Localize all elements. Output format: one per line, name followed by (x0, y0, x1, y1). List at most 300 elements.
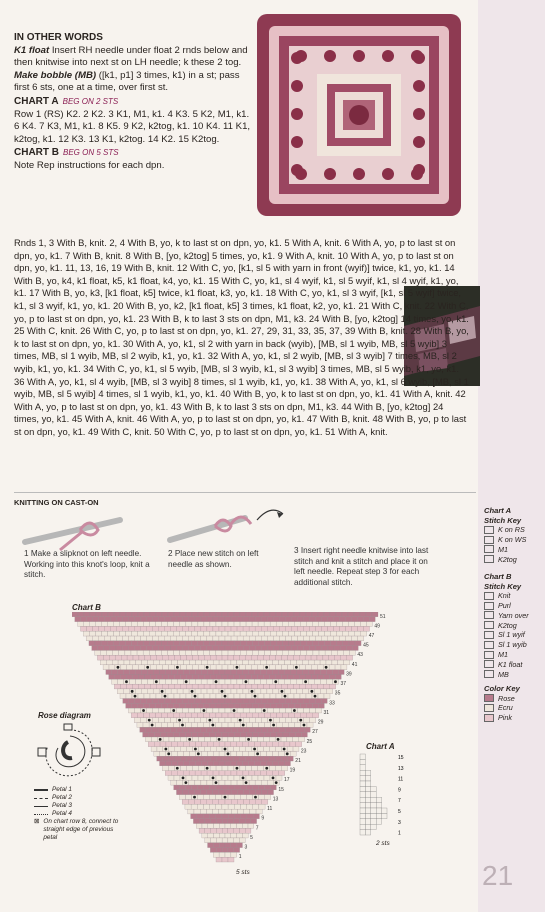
chart-b-note: Note Rep instructions for each dpn. (14, 159, 165, 171)
chart-b-cell (135, 708, 141, 713)
color-key-label: Ecru (498, 703, 513, 713)
chart-b-cell (307, 723, 313, 728)
chart-b-cell (343, 631, 349, 636)
chart-b-cell (92, 646, 98, 651)
chart-b-cell (102, 622, 108, 627)
chart-b-cell (268, 727, 274, 732)
chart-b-cell (341, 655, 347, 660)
chart-b-cell (240, 655, 246, 660)
chart-b-cell (275, 747, 281, 752)
chart-b-cell (246, 665, 252, 670)
chart-b-cell (117, 617, 123, 622)
chart-b-cell (120, 684, 126, 689)
chart-b-cell (156, 622, 162, 627)
chart-b-cell (276, 622, 282, 627)
chart-b-cell (266, 742, 272, 747)
chart-b-cell (237, 617, 243, 622)
chart-b-cell (195, 761, 201, 766)
chart-a-cell (360, 797, 365, 802)
chart-b-cell (188, 800, 194, 805)
rose-diagram-label: Rose diagram (38, 711, 91, 720)
chart-b-bobble-mark (224, 695, 227, 698)
chart-b-cell (213, 824, 219, 829)
chart-b-bobble-mark (251, 690, 254, 693)
chart-b-cell (192, 785, 198, 790)
chart-b-cell (345, 626, 351, 631)
chart-b-cell (131, 713, 137, 718)
chart-b-cell (152, 727, 158, 732)
chart-b-cell (119, 641, 125, 646)
chart-a-cell (365, 803, 370, 808)
chart-b-cell (279, 670, 285, 675)
chart-b-cell (182, 727, 188, 732)
chart-b-row-number: 29 (317, 719, 324, 726)
chart-b-cell (186, 766, 192, 771)
chart-b-cell (289, 723, 295, 728)
chart-b-cell (276, 775, 282, 780)
chart-b-cell (279, 771, 285, 776)
chart-b-cell (288, 694, 294, 699)
chart-a-cell (360, 770, 365, 775)
chart-b-cell (246, 641, 252, 646)
chart-b-cell (179, 732, 185, 737)
chart-b-cell (280, 727, 286, 732)
chart-b-cell (243, 626, 249, 631)
chart-b-cell (317, 655, 323, 660)
chart-b-cell (258, 713, 264, 718)
chart-b-cell (194, 800, 200, 805)
chart-a-cell (365, 813, 370, 818)
chart-b-cell (240, 622, 246, 627)
chart-b-cell (231, 670, 237, 675)
chart-b-cell (267, 780, 273, 785)
chart-b-cell (113, 631, 119, 636)
chart-b-cell (192, 612, 198, 617)
chart-b-cell (315, 699, 321, 704)
chart-b-cell (168, 766, 174, 771)
chart-b-cell (317, 675, 323, 680)
chart-b-cell (195, 679, 201, 684)
chart-b-cell (222, 713, 228, 718)
chart-b-cell (249, 751, 255, 756)
chart-b-cell (258, 694, 264, 699)
chart-a-key-swatch (484, 555, 494, 563)
chart-a-cell (376, 813, 381, 818)
chart-b-cell (318, 631, 324, 636)
chart-b-cell (222, 857, 228, 862)
chart-b-cell (133, 655, 139, 660)
chart-b-cell (249, 646, 255, 651)
chart-b-cell (298, 646, 304, 651)
chart-b-cell (174, 622, 180, 627)
chart-b-cell (325, 650, 331, 655)
chart-a-cell (365, 776, 370, 781)
chart-b-cell (253, 804, 259, 809)
chart-b-cell (328, 636, 334, 641)
chart-b-cell (152, 718, 158, 723)
chart-b-bobble-mark (134, 695, 137, 698)
chart-b-cell (265, 732, 271, 737)
chart-b-cell (137, 723, 143, 728)
chart-b-cell (338, 660, 344, 665)
chart-b-cell (267, 636, 273, 641)
chart-b-cell (228, 650, 234, 655)
chart-b-cell (180, 694, 186, 699)
chart-b-cell (210, 785, 216, 790)
chart-b-cell (219, 660, 225, 665)
chart-b-cell (252, 675, 258, 680)
chart-b-cell (234, 848, 240, 853)
chart-a-rows: Row 1 (RS) K2. 2 K2. 3 K1, M1, k1. 4 K3. 5 K2, M1, k1. 6 K4. 7 K3, M1, k1. 8 K5. 9 K2, k2tog, k1. 10 K4. 11 K1, k2tog, k1. 12 K3. 13 K1, k2tog. 14 K2. 15 K2tog. (14, 108, 251, 145)
chart-b-cell (78, 612, 84, 617)
chart-b-cell (219, 833, 225, 838)
chart-b-cell (93, 626, 99, 631)
chart-b-cell (277, 650, 283, 655)
chart-b-cell (239, 828, 245, 833)
chart-b-cell (207, 670, 213, 675)
chart-b-cell (347, 655, 353, 660)
chart-b-cell (352, 646, 358, 651)
chart-b-cell (345, 617, 351, 622)
chart-b-cell (177, 689, 183, 694)
bobble (291, 136, 303, 148)
chart-b-cell (204, 650, 210, 655)
chart-b-cell (245, 828, 251, 833)
chart-b-cell (343, 641, 349, 646)
chart-b-cell (237, 800, 243, 805)
chart-b-cell (156, 612, 162, 617)
chart-b-cell (349, 631, 355, 636)
chart-b-cell (237, 727, 243, 732)
chart-b-cell (249, 708, 255, 713)
chart-b-cell (144, 694, 150, 699)
chart-b-cell (175, 756, 181, 761)
chart-b-cell (116, 636, 122, 641)
chart-b-cell (213, 852, 219, 857)
chart-b-cell (246, 766, 252, 771)
chart-b-cell (132, 684, 138, 689)
chart-b-cell (276, 713, 282, 718)
chart-b-cell (204, 631, 210, 636)
chart-b-cell (285, 761, 291, 766)
chart-b-cell (333, 617, 339, 622)
chart-b-cell (125, 650, 131, 655)
chart-b-cell (216, 814, 222, 819)
bobble (324, 168, 336, 180)
chart-b-bobble-mark (194, 748, 197, 751)
chart-b-cell (340, 636, 346, 641)
chart-b-cell (147, 617, 153, 622)
chart-b-cell (153, 626, 159, 631)
chart-b-cell (307, 713, 313, 718)
chart-b-cell (216, 838, 222, 843)
chart-b-bobble-mark (184, 781, 187, 784)
chart-b-cell (198, 675, 204, 680)
chart-b-cell (160, 761, 166, 766)
chart-b-cell (249, 742, 255, 747)
chart-b-cell (219, 636, 225, 641)
k1float-term: K1 float (14, 44, 50, 56)
chart-b-cell (261, 626, 267, 631)
chart-b-cell (264, 612, 270, 617)
chart-a-cell (360, 824, 365, 829)
bobble (413, 80, 425, 92)
chart-b-cell (247, 814, 253, 819)
chart-b-bobble-mark (164, 695, 167, 698)
chart-b-key-item (484, 591, 534, 601)
chart-b-cell (222, 655, 228, 660)
chart-b-cell (180, 622, 186, 627)
chart-b-cell (234, 804, 240, 809)
chart-b-bobble-mark (325, 666, 328, 669)
chart-b-cell (171, 761, 177, 766)
chart-b-cell (150, 694, 156, 699)
chart-b-cell (87, 617, 93, 622)
chart-b-bobble-mark (256, 752, 259, 755)
chart-b-cell (319, 650, 325, 655)
chart-b-cell (234, 641, 240, 646)
chart-b-cell (306, 675, 312, 680)
chart-b-row-number: 41 (351, 661, 358, 668)
chart-b-cell (273, 617, 279, 622)
chart-b-cell (240, 732, 246, 737)
chart-b-cell (162, 766, 168, 771)
chart-b-cell (204, 684, 210, 689)
chart-b-cell (123, 626, 129, 631)
chart-b-cell (234, 814, 240, 819)
chart-b-cell (139, 665, 145, 670)
chart-b-cell (210, 650, 216, 655)
chart-b-cell (213, 771, 219, 776)
chart-b-cell (231, 751, 237, 756)
chart-b-cell (237, 689, 243, 694)
chart-b-cell (248, 824, 254, 829)
chart-b-cell (249, 718, 255, 723)
chart-b-cell (150, 612, 156, 617)
chart-b-cell (222, 756, 228, 761)
chart-b-cell (148, 742, 154, 747)
chart-b-cell (234, 775, 240, 780)
chart-b-cell (348, 622, 354, 627)
chart-b-cell (201, 790, 207, 795)
chart-b-cell (180, 612, 186, 617)
chart-b-cell (122, 636, 128, 641)
chart-b-cell (231, 679, 237, 684)
chart-b-cell (288, 684, 294, 689)
chart-b-bobble-mark (303, 724, 306, 727)
chart-b-cell (127, 675, 133, 680)
chart-b-cell (246, 785, 252, 790)
chart-b-cell (120, 694, 126, 699)
chart-b-key-item (484, 650, 534, 660)
chart-b-cell (137, 650, 143, 655)
chart-a-key-item (484, 535, 534, 545)
chart-b-cell (295, 641, 301, 646)
chart-b-cell (189, 708, 195, 713)
chart-b-cell (204, 713, 210, 718)
chart-b-cell (216, 713, 222, 718)
chart-b-key-label: MB (498, 669, 509, 679)
chart-b-cell (201, 670, 207, 675)
chart-b-cell (183, 689, 189, 694)
chart-b-cell (101, 631, 107, 636)
chart-b-cell (237, 670, 243, 675)
chart-b-cell (261, 718, 267, 723)
chart-b-cell (326, 670, 332, 675)
chart-b-cell (187, 747, 193, 752)
chart-a-cell (371, 792, 376, 797)
chart-b-bobble-mark (191, 690, 194, 693)
chart-b-cell (249, 761, 255, 766)
chart-b-cell (143, 650, 149, 655)
chart-b-cell (225, 689, 231, 694)
cast-on-step1-illustration (20, 512, 130, 552)
chart-b-cell (205, 819, 211, 824)
chart-b-cell (304, 727, 310, 732)
chart-b-bobble-mark (194, 695, 197, 698)
chart-b-cell (255, 742, 261, 747)
chart-b-cell (155, 732, 161, 737)
chart-b-cell (137, 713, 143, 718)
chart-b-cell (282, 766, 288, 771)
chart-b-key-swatch (484, 660, 494, 668)
chart-b-cell (300, 631, 306, 636)
chart-b-cell (313, 641, 319, 646)
chart-b-cell (303, 699, 309, 704)
chart-b-cell (198, 641, 204, 646)
chart-b-cell (307, 650, 313, 655)
chart-b-cell (195, 708, 201, 713)
chart-b-bobble-mark (181, 724, 184, 727)
chart-b-cell (145, 737, 151, 742)
chart-b-cell (180, 785, 186, 790)
chart-b-cell (171, 617, 177, 622)
chart-b-cell (149, 641, 155, 646)
chart-b-bobble-mark (263, 709, 266, 712)
chart-b-cell (264, 785, 270, 790)
chart-a-row-number: 5 (398, 809, 401, 815)
chart-b-cell (177, 780, 183, 785)
chart-b-cell (121, 665, 127, 670)
chart-a-key-swatch (484, 526, 494, 534)
chart-b-cell (243, 646, 249, 651)
chart-b-cell (95, 650, 101, 655)
chart-b-cell (252, 622, 258, 627)
chart-b-cell (309, 699, 315, 704)
chart-b-cell (201, 727, 207, 732)
chart-b-cell (263, 737, 269, 742)
chart-b-cell (147, 679, 153, 684)
chart-b-cell (352, 636, 358, 641)
chart-b-bobble-mark (281, 690, 284, 693)
chart-b-cell (225, 727, 231, 732)
chart-b-cell (192, 703, 198, 708)
chart-b-cell (169, 747, 175, 752)
color-key (484, 684, 520, 723)
chart-b-cell (126, 684, 132, 689)
chart-b-cell (276, 694, 282, 699)
chart-b-cell (270, 675, 276, 680)
chart-b-cell (213, 617, 219, 622)
chart-b-cell (255, 636, 261, 641)
chart-b-cell (183, 699, 189, 704)
chart-b-cell (168, 665, 174, 670)
chart-b-cell (291, 679, 297, 684)
chart-a-cell (371, 786, 376, 791)
chart-a-key (484, 506, 534, 564)
chart-b-cell (258, 766, 264, 771)
chart-b-cell (106, 670, 112, 675)
chart-b-cell (237, 660, 243, 665)
chart-b-cell (213, 727, 219, 732)
chart-b-cell (167, 650, 173, 655)
chart-b-cell (191, 732, 197, 737)
chart-b-cell (255, 660, 261, 665)
chart-b-cell (306, 703, 312, 708)
chart-b-cell (246, 622, 252, 627)
chart-b-cell (219, 718, 225, 723)
chart-b-row-number: 7 (255, 825, 259, 832)
chart-b-cell (270, 655, 276, 660)
chart-b-cell (243, 670, 249, 675)
chart-b-cell (174, 612, 180, 617)
chart-b-cell (255, 699, 261, 704)
chart-a-label: Chart A (366, 742, 395, 751)
chart-b-cell (72, 612, 78, 617)
chart-b-cell (219, 646, 225, 651)
chart-b-cell (201, 660, 207, 665)
chart-b-cell (303, 626, 309, 631)
chart-b-cell (99, 626, 105, 631)
chart-b-cell (180, 684, 186, 689)
chart-b-bobble-mark (314, 695, 317, 698)
chart-b-cell (293, 655, 299, 660)
chart-b-cell (294, 675, 300, 680)
chart-b-cell (219, 751, 225, 756)
chart-b-cell (264, 655, 270, 660)
chart-b-cell (327, 626, 333, 631)
chart-b-cell (207, 727, 213, 732)
chart-b-cell (243, 699, 249, 704)
chart-b-bobble-mark (176, 767, 179, 770)
chart-b-cell (237, 699, 243, 704)
chart-b-cell (222, 848, 228, 853)
chart-b-row-number: 21 (295, 758, 301, 764)
chart-b-cell (147, 626, 153, 631)
chart-b-cell (241, 814, 247, 819)
chart-b-cell (201, 617, 207, 622)
chart-b-cell (219, 626, 225, 631)
chart-b-cell (204, 675, 210, 680)
chart-b-cell (252, 684, 258, 689)
chart-b-cell (240, 641, 246, 646)
chart-a-cell (371, 813, 376, 818)
chart-b-cell (148, 660, 154, 665)
chart-b-cell (222, 766, 228, 771)
chart-b-cell (195, 727, 201, 732)
chart-b-key-label: Sl 1 wyif (498, 630, 525, 640)
chart-b-cell (249, 617, 255, 622)
chart-b-cell (195, 670, 201, 675)
chart-b-cell (274, 727, 280, 732)
chart-b-key-label: K2tog (498, 620, 517, 630)
chart-b-cell (180, 641, 186, 646)
chart-b-cell (264, 684, 270, 689)
chart-b-cell (165, 761, 171, 766)
chart-b-cell (231, 761, 237, 766)
chart-b-cell (282, 675, 288, 680)
chart-b-cell (184, 742, 190, 747)
